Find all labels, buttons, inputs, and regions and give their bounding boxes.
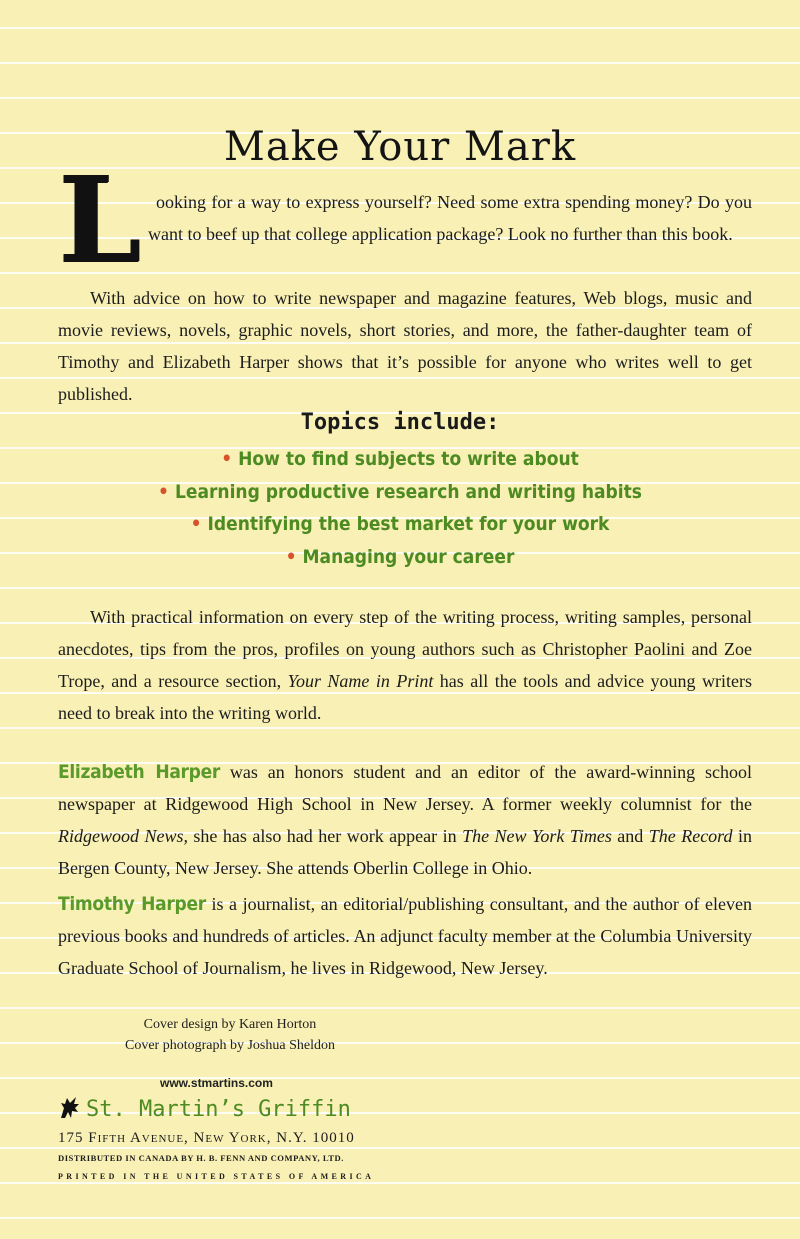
griffin-icon	[58, 1094, 82, 1120]
intro-paragraph: ooking for a way to express yourself? Need some extra spending money? Do you want to beef up that college application package? Look no further than this book.	[148, 192, 752, 244]
topic-text: Learning productive research and writing habits	[174, 480, 642, 503]
printed-note: PRINTED IN THE UNITED STATES OF AMERICA	[58, 1172, 375, 1181]
topics-list	[0, 443, 800, 573]
bullet-icon: •	[221, 448, 233, 470]
summary-paragraph	[58, 601, 752, 729]
author-name: Elizabeth Harper	[58, 761, 221, 783]
bio-text: she has also had her work appear in	[187, 826, 463, 846]
bullet-icon: •	[158, 480, 169, 503]
cover-photo-credit: Cover photograph by Joshua Sheldon	[125, 1038, 335, 1053]
topic-item	[0, 541, 800, 574]
bio-text: was an honors student and an editor of the award-winning school newspaper at Ridgewood High School in New Jersey. A former weekly columnist for the	[58, 762, 753, 814]
topics-heading: Topics include:	[300, 410, 500, 435]
topic-text: Identifying the best market for your work	[207, 513, 610, 535]
bio-text: is a journalist, an editorial/publishing consultant, and the author of eleven previous books and hundreds of articles. An adjunct faculty member at the Columbia University Graduate School of Journalism, he lives in Ridgewood, New Jersey.	[58, 894, 752, 978]
author-name: Timothy Harper	[58, 893, 206, 915]
summary-text: With practical information on every step of the writing process, writing samples, personal anecdotes, tips from the pros, profiles on young authors such as Christopher Paolini and Zoe Trope, and a resource section,	[58, 607, 752, 691]
headline: Make Your Mark	[223, 124, 577, 170]
book-title: Your Name in Print	[287, 671, 434, 691]
publication-title: Ridgewood News,	[58, 826, 188, 846]
cover-credits	[100, 1014, 360, 1056]
bullet-icon: •	[190, 513, 202, 535]
author-bio-timothy	[58, 888, 752, 984]
cover-design-credit: Cover design by Karen Horton	[143, 1017, 317, 1032]
topic-text: How to find subjects to write about	[238, 448, 579, 470]
drop-cap-letter: L	[58, 150, 141, 289]
publication-title: The Record	[648, 826, 733, 846]
publisher-imprint	[58, 1094, 351, 1122]
bio-text: in Bergen County, New Jersey. She attends Oberlin College in Ohio.	[58, 826, 752, 878]
topic-item	[0, 443, 800, 476]
summary-text: has all the tools and advice young writers need to break into the writing world.	[58, 671, 752, 723]
bullet-icon: •	[285, 545, 297, 568]
imprint-name: St. Martin’s Griffin	[86, 1097, 351, 1122]
topic-text: Managing your career	[302, 545, 515, 568]
distribution-note: DISTRIBUTED IN CANADA BY H. B. FENN AND COMPANY, LTD.	[58, 1153, 344, 1163]
topic-item	[0, 476, 800, 509]
advice-paragraph: With advice on how to write newspaper and magazine features, Web blogs, music and movie reviews, novels, graphic novels, short stories, and more, the father-daughter team of Timothy and Elizabeth Harper shows that it’s possible for anyone who writes well to get published.	[58, 288, 752, 404]
publisher-url[interactable]: www.stmartins.com	[160, 1076, 273, 1090]
topic-item	[0, 508, 800, 541]
author-bio-elizabeth	[58, 756, 752, 884]
publication-title: The New York Times	[462, 826, 612, 846]
publisher-address: 175 Fifth Avenue, New York, N.Y. 10010	[58, 1130, 355, 1146]
bio-text: and	[611, 826, 649, 846]
